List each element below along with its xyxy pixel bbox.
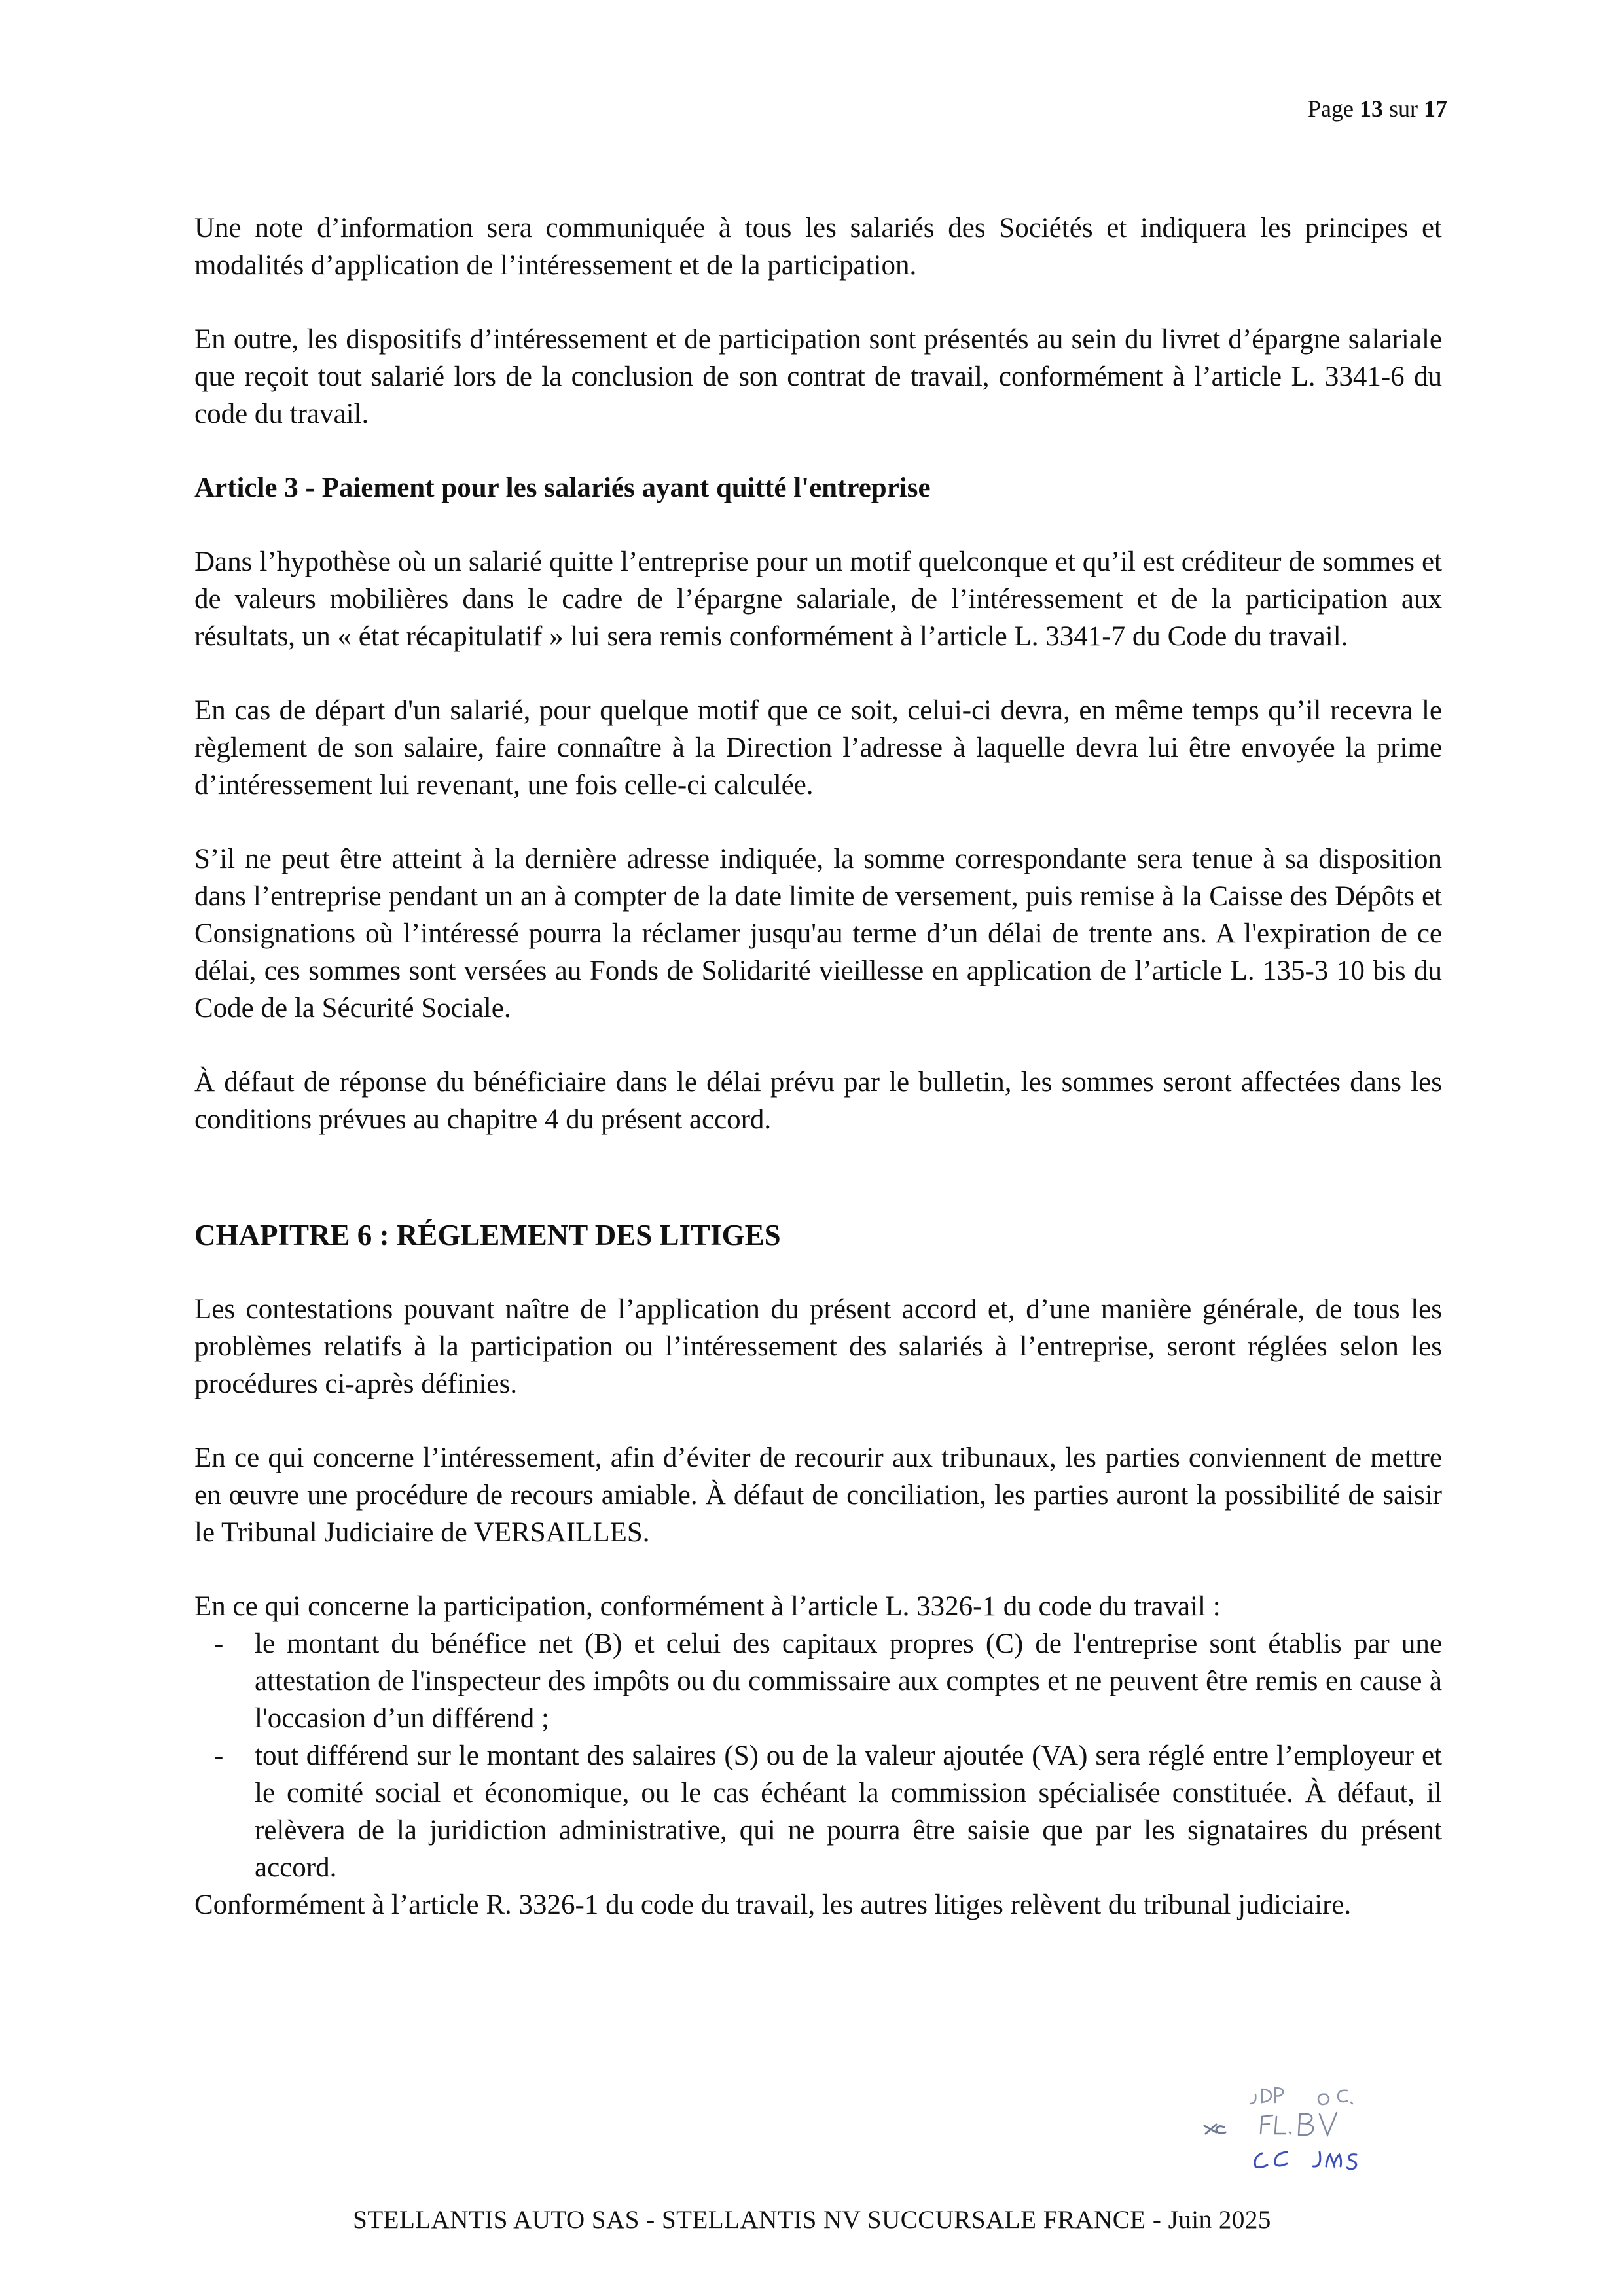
footer-company: STELLANTIS AUTO SAS - STELLANTIS NV SUCCURSALE FRANCE -	[353, 2206, 1162, 2234]
page-total: 17	[1424, 96, 1447, 122]
paragraph-other-disputes: Conformément à l’article R. 3326-1 du code du travail, les autres litiges relèvent du tribunal judiciaire.	[194, 1890, 1352, 1920]
footer-date: Juin 2025	[1168, 2206, 1271, 2234]
document-body	[194, 209, 1442, 1924]
page-current: 13	[1360, 96, 1383, 122]
page-footer	[0, 2207, 1624, 2233]
list-item: - tout différend sur le montant des salaires (S) ou de la valeur ajoutée (VA) sera réglé entre l’employeur et le comité social et économique, ou le cas échéant la commission spécialisée constituée. À défaut, il relèvera de la juridiction administrative, qui ne pourra être saisie que par les signataires du présent accord.	[194, 1737, 1442, 1886]
page-prefix: Page	[1308, 96, 1360, 122]
initials-signature-mark	[1191, 2075, 1407, 2193]
paragraph-no-response: À défaut de réponse du bénéficiaire dans le délai prévu par le bulletin, les sommes seront affectées dans les conditions prévues au chapitre 4 du présent accord.	[194, 1067, 1442, 1135]
participation-list	[194, 1625, 1442, 1886]
article-3-title: Article 3 - Paiement pour les salariés ayant quitté l'entreprise	[194, 473, 931, 503]
handwritten-initials	[1191, 2075, 1407, 2193]
page-separator: sur	[1383, 96, 1424, 122]
list-item: - le montant du bénéfice net (B) et celui des capitaux propres (C) de l'entreprise sont établis par une attestation de l'inspecteur des impôts ou du commissaire aux comptes et ne peuvent être remis en cause à l'occasion d’un différend ;	[194, 1625, 1442, 1737]
paragraph-summary-statement: Dans l’hypothèse où un salarié quitte l’entreprise pour un motif quelconque et qu’il est créditeur de sommes et de valeurs mobilières dans le cadre de l’épargne salariale, de l’intéressement et de la participation aux résultats, un « état récapitulatif » lui sera remis conformément à l’article L. 3341-7 du Code du travail.	[194, 547, 1442, 652]
paragraph-unreachable-address: S’il ne peut être atteint à la dernière adresse indiquée, la somme correspondante sera tenue à sa disposition dans l’entreprise pendant un an à compter de la date limite de versement, puis remise à la Caisse des Dépôts et Consignations où l’intéressé pourra la réclamer jusqu'au terme d’un délai de trente ans. A l'expiration de ce délai, ces sommes sont versées au Fonds de Solidarité vieillesse en application de l’article L. 135-3 10 bis du Code de la Sécurité Sociale.	[194, 844, 1442, 1024]
chapter-6-title: CHAPITRE 6 : RÉGLEMENT DES LITIGES	[194, 1219, 781, 1251]
paragraph-profit-sharing-disputes: En ce qui concerne l’intéressement, afin d’éviter de recourir aux tribunaux, les parties conviennent de mettre en œuvre une procédure de recours amiable. À défaut de conciliation, les parties auront la possibilité de saisir le Tribunal Judiciaire de VERSAILLES.	[194, 1443, 1442, 1548]
paragraph-savings-booklet: En outre, les dispositifs d’intéressement et de participation sont présentés au sein du livret d’épargne salariale que reçoit tout salarié lors de la conclusion de son contrat de travail, conformément à l’article L. 3341-6 du code du travail.	[194, 324, 1442, 429]
paragraph-disputes: Les contestations pouvant naître de l’application du présent accord et, d’une manière générale, de tous les problèmes relatifs à la participation ou l’intéressement des salariés à l’entreprise, seront réglées selon les procédures ci-après définies.	[194, 1294, 1442, 1399]
paragraph-participation-intro: En ce qui concerne la participation, conformément à l’article L. 3326-1 du code du travail :	[194, 1591, 1221, 1622]
paragraph-departure: En cas de départ d'un salarié, pour quelque motif que ce soit, celui-ci devra, en même temps qu’il recevra le règlement de son salaire, faire connaître à la Direction l’adresse à laquelle devra lui être envoyée la prime d’intéressement lui revenant, une fois celle-ci calculée.	[194, 695, 1442, 800]
paragraph-information-note: Une note d’information sera communiquée à tous les salariés des Sociétés et indiquera les principes et modalités d’application de l’intéressement et de la participation.	[194, 213, 1442, 281]
page-number	[1308, 97, 1447, 120]
